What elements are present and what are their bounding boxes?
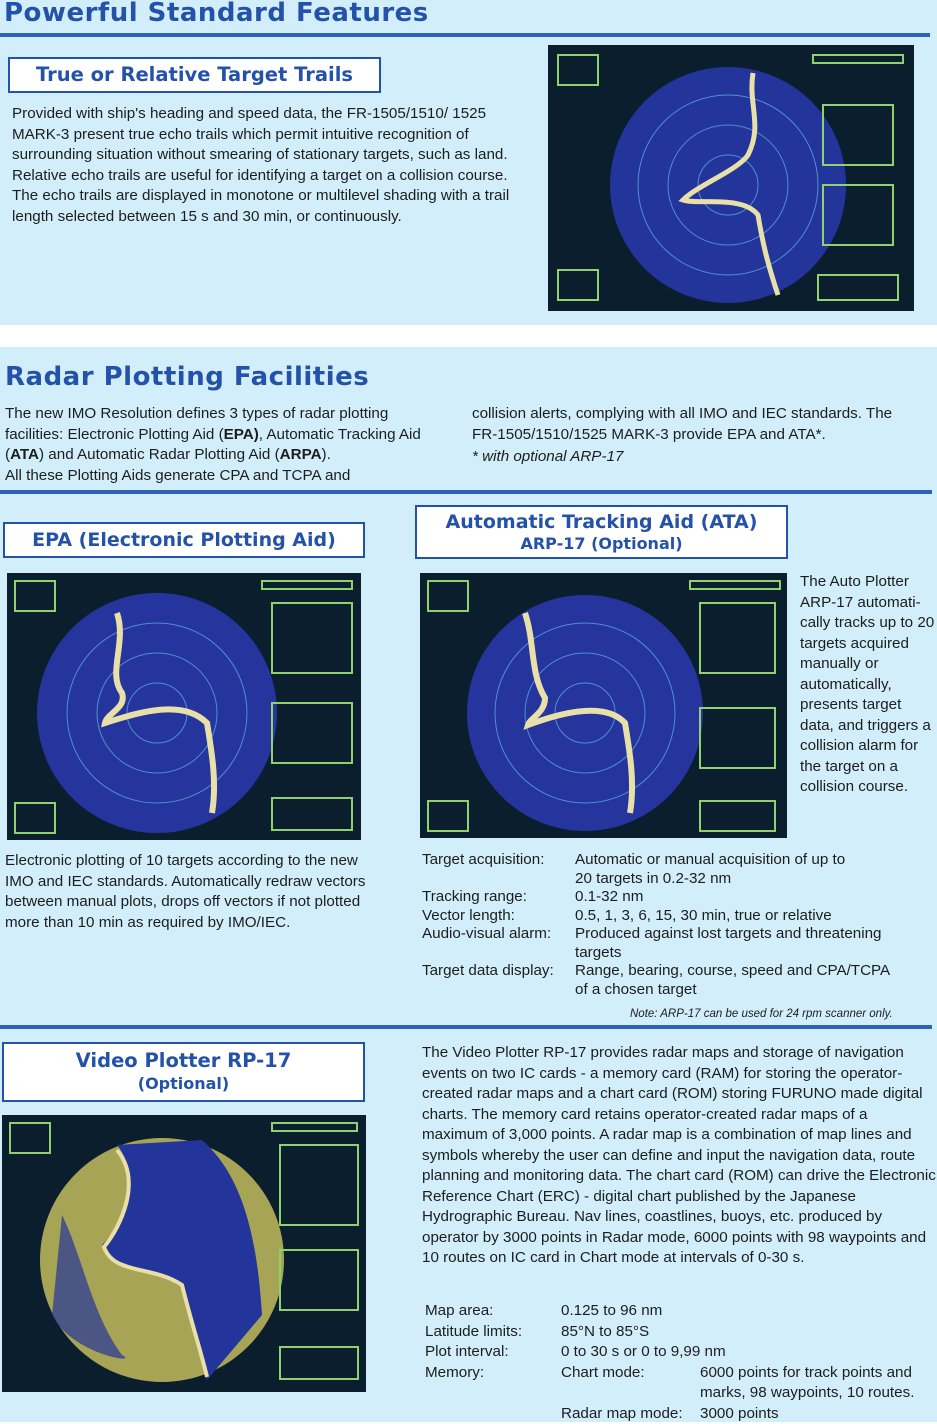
radar-epa-graphic: [7, 573, 361, 840]
epa-body: Electronic plotting of 10 targets according to the new IMO and IEC standards. Automatically redraw vectors between manual plots, drops off vectors if not plotted more than 10 min as required by IMO/IEC.: [5, 851, 370, 933]
spec-value: 0 to 30 s or 0 to 9,99 nm: [561, 1342, 726, 1363]
video-spec-latitude: [425, 1322, 937, 1343]
intro-text-c: ) and Automatic Radar Plotting Aid (: [39, 446, 280, 463]
radar-image-video: [2, 1115, 366, 1392]
spec-value: 0.1-32 nm: [575, 888, 643, 907]
ata-box: [415, 505, 788, 559]
spec-value: Produced against lost targets and threatening: [575, 925, 882, 944]
video-specs: [425, 1301, 937, 1424]
spec-sublabel: Radar map mode:: [561, 1404, 700, 1424]
spec-label: Vector length:: [422, 907, 575, 926]
section2-title: Radar Plotting Facilities: [5, 362, 369, 392]
spec-row-acquisition-cont: [422, 870, 937, 889]
intro-text-d: ).: [322, 446, 331, 463]
radar-trails-graphic: [548, 45, 914, 311]
video-box: [2, 1042, 365, 1102]
radar-image-trails: [548, 45, 914, 311]
ata-specs: [422, 851, 937, 999]
radar-image-epa: [7, 573, 361, 840]
spec-label: Latitude limits:: [425, 1322, 561, 1343]
spec-value: Automatic or manual acquisition of up to: [575, 851, 845, 870]
trails-box-title: True or Relative Target Trails: [8, 57, 381, 93]
section1-title: Powerful Standard Features: [4, 0, 429, 28]
radar-image-ata: [420, 573, 787, 838]
intro-ata: ATA: [10, 446, 39, 463]
radar-ata-graphic: [420, 573, 787, 838]
spec-value: of a chosen target: [575, 981, 697, 1000]
video-spec-radar-mode: [425, 1404, 937, 1424]
ata-box-title: Automatic Tracking Aid (ATA): [417, 510, 786, 534]
section1-rule: [0, 33, 930, 37]
spec-row-vector: [422, 907, 937, 926]
spec-value: 85°N to 85°S: [561, 1322, 649, 1343]
spec-row-alarm: [422, 925, 937, 944]
intro-text-a: The new IMO Resolution defines 3 types of radar plotting facilities: Electronic Plotting Aid (: [5, 405, 388, 443]
intro-arpa: ARPA: [280, 446, 322, 463]
spec-label: Tracking range:: [422, 888, 575, 907]
plotting-intro-col2: collision alerts, complying with all IMO and IEC standards. The FR-1505/1510/1525 MARK-3 provide EPA and ATA*.: [472, 404, 917, 445]
spec-row-display-cont: [422, 981, 937, 1000]
spec-row-acquisition: [422, 851, 937, 870]
spec-label: Audio-visual alarm:: [422, 925, 575, 944]
video-spec-memory: [425, 1363, 937, 1404]
radar-video-graphic: [2, 1115, 366, 1392]
section3-rule: [0, 1025, 932, 1029]
spec-value: targets: [575, 944, 621, 963]
spec-label: Target data display:: [422, 962, 575, 981]
spec-row-alarm-cont: [422, 944, 937, 963]
epa-box-title: EPA (Electronic Plotting Aid): [3, 522, 365, 558]
video-body: The Video Plotter RP-17 provides radar maps and storage of navigation events on two IC cards - a memory card (RAM) for storing the operator-created radar maps and a chart card (ROM) storing FURUNO made digital charts. The memory card retains operator-created radar maps of a maximum of 3,000 points. A radar map is a combination of map lines and symbols whereby the user can define and input the navigation data, route planning and monitoring data. The chart card (ROM) can drive the Electronic Reference Chart (ERC) - digital chart published by the Japanese Hydrographic Bureau. Nav lines, coastlines, buoys, etc. produced by operator by 3000 points in Radar mode, 6000 points with 98 waypoints and 10 routes on IC card in Chart mode at intervals of 0-30 s.: [422, 1043, 937, 1269]
ata-side-text: The Auto Plotter ARP-17 automati-cally tracks up to 20 targets acquired manually or automatically, presents target data, and triggers a collision alarm for the target on a collision course.: [800, 572, 937, 798]
spec-value: 20 targets in 0.2-32 nm: [575, 870, 731, 889]
intro-text-e: All these Plotting Aids generate CPA and TCPA and: [5, 467, 350, 484]
spec-value: Range, bearing, course, speed and CPA/TCPA: [575, 962, 890, 981]
plotting-footnote: * with optional ARP-17: [472, 447, 872, 468]
spec-row-range: [422, 888, 937, 907]
video-box-subtitle: (Optional): [4, 1074, 363, 1094]
plotting-intro-col1: [5, 404, 450, 486]
spec-row-display: [422, 962, 937, 981]
spec-sublabel: Chart mode:: [561, 1363, 700, 1404]
ata-box-subtitle: ARP-17 (Optional): [417, 534, 786, 554]
spec-label: Map area:: [425, 1301, 561, 1322]
intro-epa: EPA): [224, 426, 259, 443]
intro-text-b: , Automatic Tracking Aid (: [5, 426, 421, 464]
trails-body: Provided with ship's heading and speed data, the FR-1505/1510/ 1525 MARK-3 present true echo trails which permit intuitive recognition of surrounding situation without smearing of stationary targets, such as land. Relative echo trails are useful for identifying a target on a collision course. The echo trails are displayed in monotone or multilevel shading with a trail length selected between 15 s and 30 min, or continuously.: [12, 104, 517, 227]
spec-value: 6000 points for track points and marks, 98 waypoints, 10 routes.: [700, 1363, 937, 1404]
spec-label: Plot interval:: [425, 1342, 561, 1363]
video-spec-plot: [425, 1342, 937, 1363]
spec-value: 0.5, 1, 3, 6, 15, 30 min, true or relative: [575, 907, 832, 926]
video-box-title: Video Plotter RP-17: [4, 1048, 363, 1074]
video-spec-map-area: [425, 1301, 937, 1322]
spec-value: 3000 points: [700, 1404, 779, 1424]
section2-rule: [0, 490, 932, 494]
ata-note: Note: ARP-17 can be used for 24 rpm scanner only.: [630, 1008, 893, 1020]
spec-label: Memory:: [425, 1363, 561, 1404]
spec-value: 0.125 to 96 nm: [561, 1301, 662, 1322]
spec-label: Target acquisition:: [422, 851, 575, 870]
